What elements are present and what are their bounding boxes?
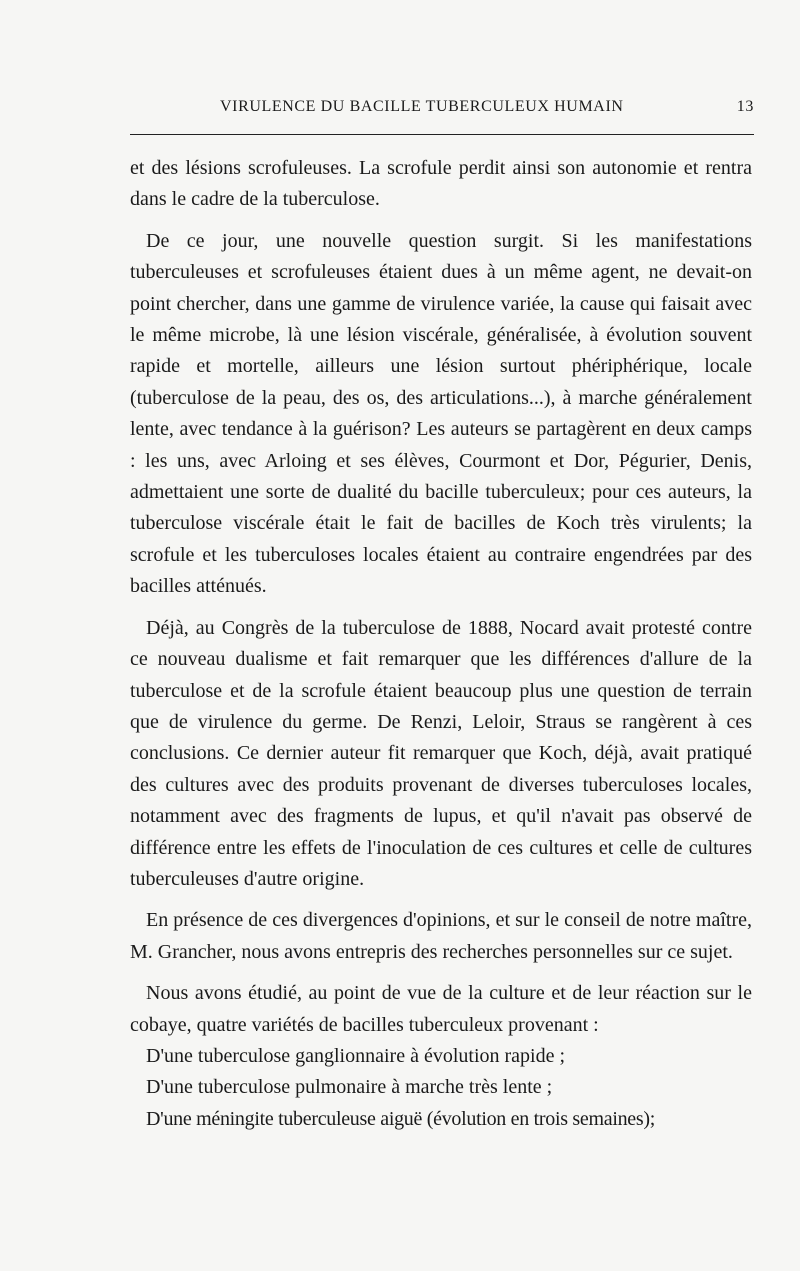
running-title: VIRULENCE DU BACILLE TUBERCULEUX HUMAIN [220, 98, 624, 115]
paragraph: En présence de ces divergences d'opinions, et sur le conseil de notre maître, M. Grancher, nous avons entrepris des recherches personnelles sur ce sujet. [130, 909, 752, 963]
paragraph: Nous avons étudié, au point de vue de la culture et de leur réaction sur le cobaye, quatre variétés de bacilles tuberculeux provenant : [130, 982, 752, 1036]
list-line: D'une méningite tuberculeuse aiguë (évolution en trois semaines); [146, 1107, 655, 1130]
paragraph: et des lésions scrofuleuses. La scrofule perdit ainsi son autonomie et rentra dans le cadre de la tuberculose. [130, 157, 752, 211]
body-text [130, 153, 752, 1135]
header-rule [130, 134, 754, 135]
paragraph: De ce jour, une nouvelle question surgit. Si les manifestations tuberculeuses et scrofuleuses étaient dues à un même agent, ne devait-on point chercher, dans une gamme de virulence variée, la cause qui faisait avec le même microbe, là une lésion viscérale, généralisée, à évolution souvent rapide et mortelle, ailleurs une lésion surtout phériphérique, locale (tuberculose de la peau, des os, des articulations...), à marche généralement lente, avec tendance à la guérison? Les auteurs se partagèrent en deux camps : les uns, avec Arloing et ses élèves, Courmont et Dor, Pégurier, Denis, admettaient une sorte de dualité du bacille tuberculeux; pour ces auteurs, la tuberculose viscérale était le fait de bacilles de Koch très virulents; la scrofule et les tuberculoses locales étaient au contraire engendrées par des bacilles atténués. [130, 229, 752, 598]
list-line: D'une tuberculose pulmonaire à marche très lente ; [146, 1076, 553, 1099]
paragraph: Déjà, au Congrès de la tuberculose de 1888, Nocard avait protesté contre ce nouveau dualisme et fait remarquer que les différences d'allure de la tuberculose et de la scrofule étaient beaucoup plus une question de terrain que de virulence du germe. De Renzi, Leloir, Straus se rangèrent à ces conclusions. Ce dernier auteur fit remarquer que Koch, déjà, avait pratiqué des cultures avec des produits provenant de diverses tuberculoses locales, notamment avec des fragments de lupus, et qu'il n'avait pas observé de différence entre les effets de l'inoculation de ces cultures et celle de cultures tuberculeuses d'autre origine. [130, 616, 752, 890]
running-header [130, 98, 754, 122]
list-line: D'une tuberculose ganglionnaire à évolution rapide ; [146, 1044, 566, 1067]
page-number: 13 [736, 98, 754, 115]
